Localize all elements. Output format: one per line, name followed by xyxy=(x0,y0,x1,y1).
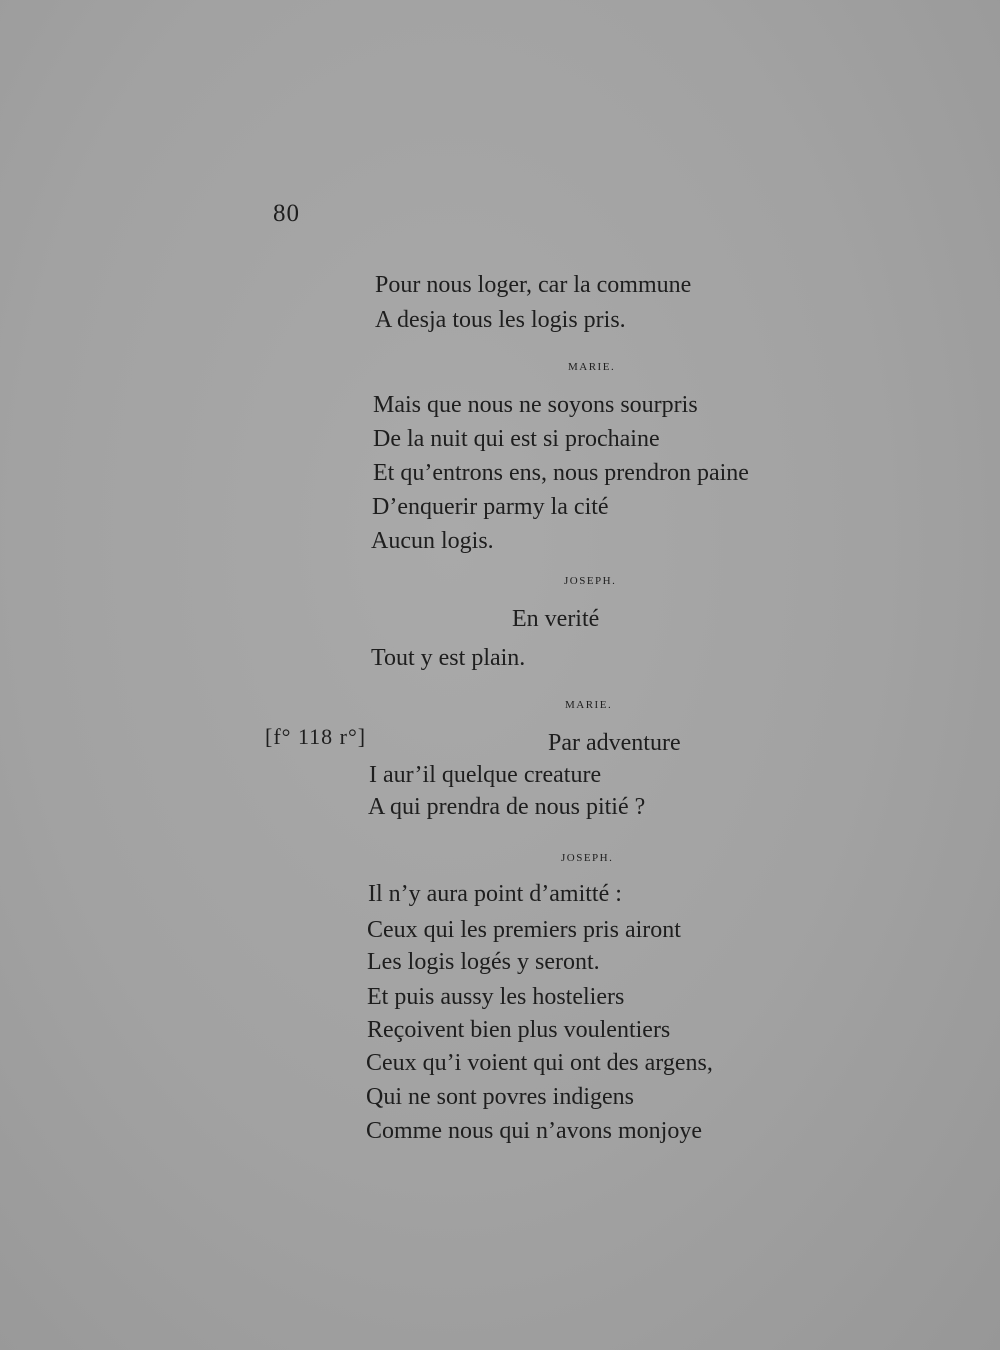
page-number: 80 xyxy=(273,200,300,227)
verse-line: Ceux qui les premiers pris airont xyxy=(367,917,681,943)
speaker-name: MARIE. xyxy=(565,699,613,711)
verse-line: D’enquerir parmy la cité xyxy=(372,494,609,520)
verse-line: Les logis logés y seront. xyxy=(367,949,600,975)
verse-line: Qui ne sont povres indigens xyxy=(366,1084,634,1110)
verse-line: En verité xyxy=(512,606,600,632)
verse-line: Et puis aussy les hosteliers xyxy=(367,984,625,1010)
verse-line: Ceux qu’i voient qui ont des argens, xyxy=(366,1050,713,1076)
verse-line: A qui prendra de nous pitié ? xyxy=(368,794,646,820)
verse-line: I aur’il quelque creature xyxy=(369,762,602,788)
verse-line: Tout y est plain. xyxy=(371,645,526,671)
verse-line: Comme nous qui n’avons monjoye xyxy=(366,1118,702,1144)
verse-line: Il n’y aura point d’amitté : xyxy=(368,881,622,907)
speaker-name: JOSEPH. xyxy=(564,575,617,587)
speaker-name: JOSEPH. xyxy=(561,852,614,864)
verse-line: Pour nous loger, car la commune xyxy=(375,272,692,298)
verse-line: Et qu’entrons ens, nous prendron paine xyxy=(373,460,749,486)
verse-line: De la nuit qui est si prochaine xyxy=(373,426,660,452)
verse-line: A desja tous les logis pris. xyxy=(375,307,626,333)
verse-line: Reçoivent bien plus voulentiers xyxy=(367,1017,671,1043)
verse-line: Mais que nous ne soyons sourpris xyxy=(373,392,698,418)
folio-reference: [f° 118 r°] xyxy=(265,724,367,749)
verse-line: Aucun logis. xyxy=(371,528,494,554)
verse-line: Par adventure xyxy=(548,730,681,756)
speaker-name: MARIE. xyxy=(568,361,616,373)
